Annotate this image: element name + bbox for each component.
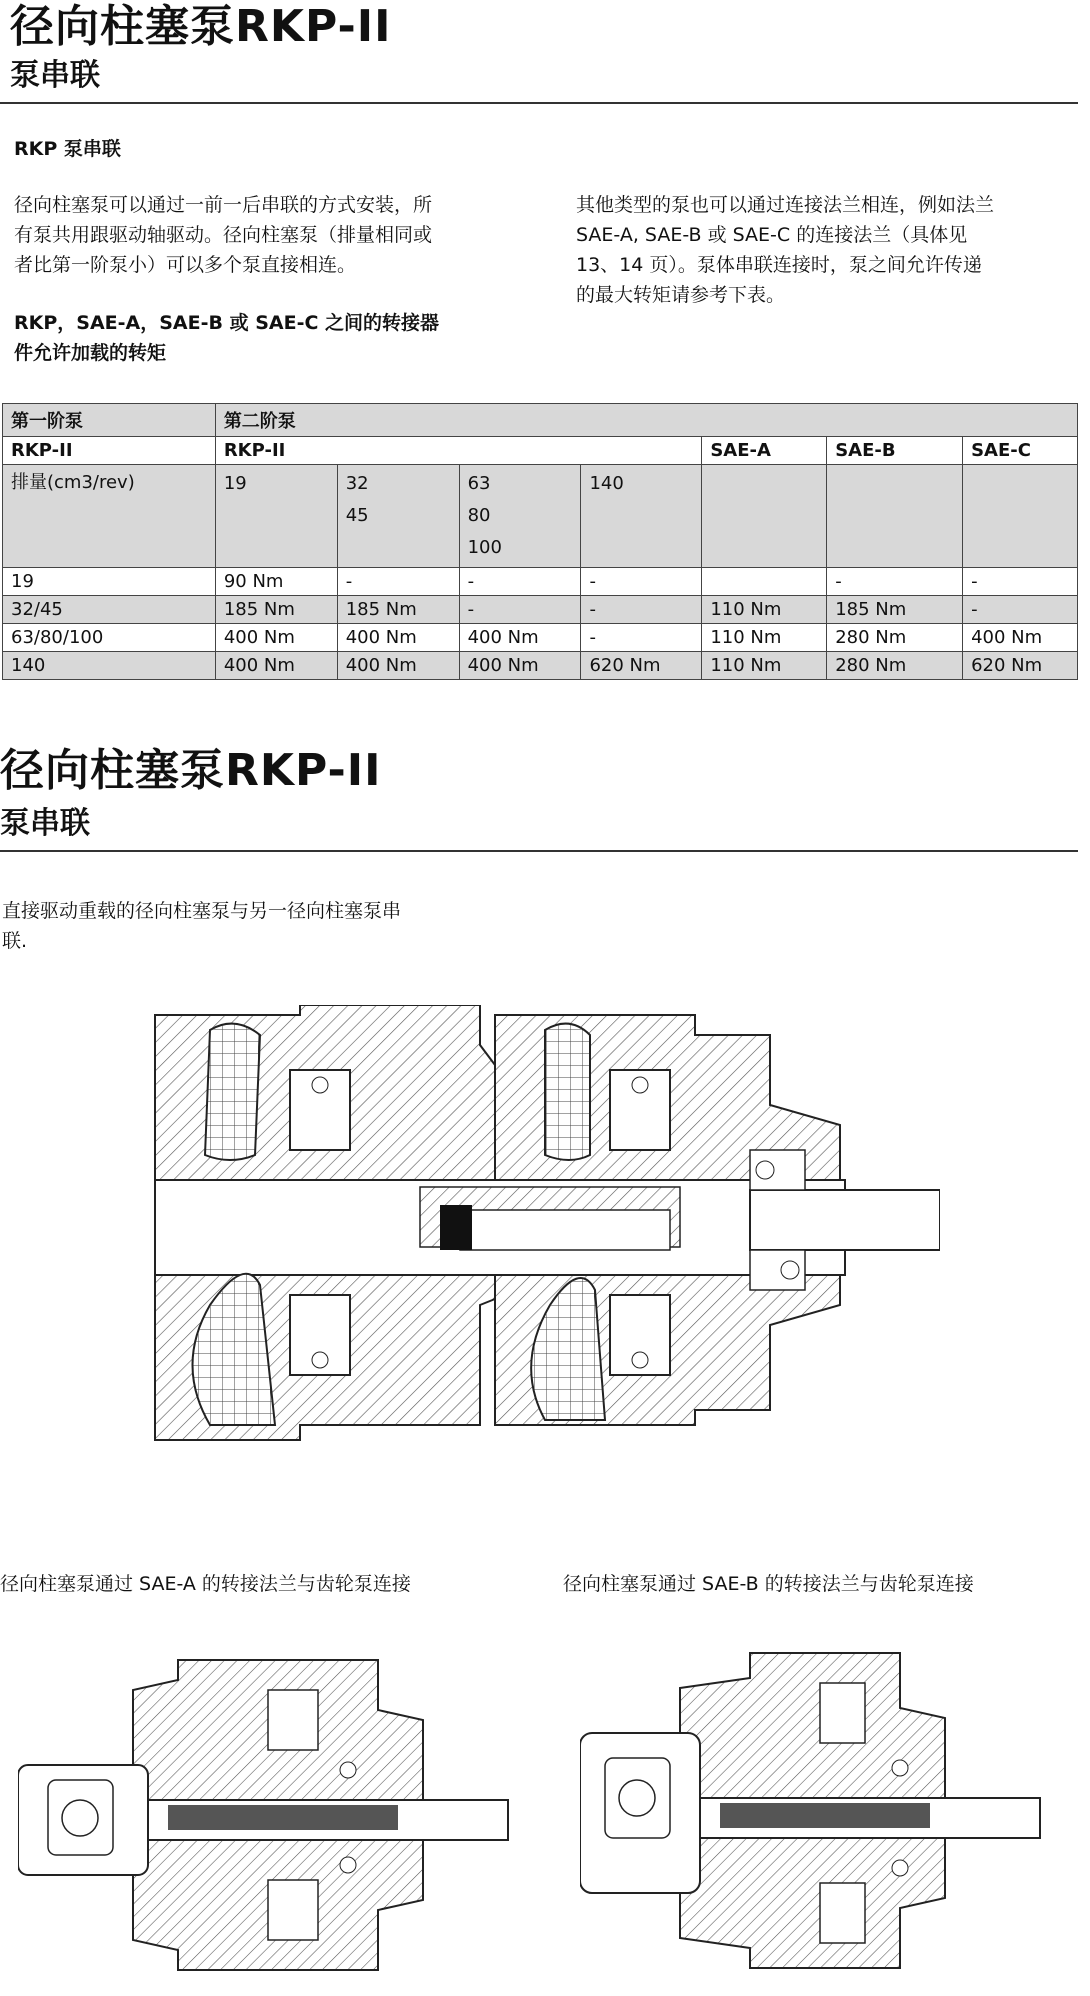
table-cell: 32 45 bbox=[337, 465, 459, 568]
table-cell: - bbox=[459, 596, 581, 624]
table-cell: 110 Nm bbox=[702, 596, 827, 624]
text-line: 其他类型的泵也可以通过连接法兰相连，例如法兰 bbox=[576, 194, 995, 216]
caption-sae-a: 径向柱塞泵通过 SAE-A 的转接法兰与齿轮泵连接 bbox=[0, 1573, 411, 1595]
table-cell: - bbox=[581, 568, 702, 596]
table-cell: 400 Nm bbox=[459, 652, 581, 680]
table-cell: 排量(cm3/rev) bbox=[3, 465, 216, 568]
torque-table bbox=[2, 403, 1078, 680]
tandem-pump-cross-section-drawing bbox=[150, 1005, 940, 1450]
caption-sae-b: 径向柱塞泵通过 SAE-B 的转接法兰与齿轮泵连接 bbox=[563, 1573, 974, 1595]
table-cell: - bbox=[827, 568, 963, 596]
table-cell: 400 Nm bbox=[215, 624, 337, 652]
text-line: SAE-A, SAE-B 或 SAE-C 的连接法兰（具体见 bbox=[576, 224, 968, 246]
table-cell: 400 Nm bbox=[337, 624, 459, 652]
table-row bbox=[3, 652, 1078, 680]
section2-subtitle: 泵串联 bbox=[0, 806, 90, 841]
text-line: 有泵共用跟驱动轴驱动。径向柱塞泵（排量相同或 bbox=[14, 224, 433, 246]
table-cell: 620 Nm bbox=[581, 652, 702, 680]
header-cell: RKP-II bbox=[215, 437, 702, 465]
table-row bbox=[3, 568, 1078, 596]
text-line: 径向柱塞泵可以通过一前一后串联的方式安装，所 bbox=[14, 194, 433, 216]
text-line: RKP，SAE-A，SAE-B 或 SAE-C 之间的转接器 bbox=[14, 312, 440, 334]
table-cell: 280 Nm bbox=[827, 652, 963, 680]
section2-paragraph bbox=[2, 896, 542, 956]
table-cell: 110 Nm bbox=[702, 624, 827, 652]
table-cell: - bbox=[963, 568, 1078, 596]
sae-a-adapter-cross-section-drawing bbox=[18, 1650, 538, 1990]
table-cell bbox=[827, 465, 963, 568]
group-second-stage: 第二阶泵 bbox=[215, 404, 1077, 437]
header-cell: RKP-II bbox=[3, 437, 216, 465]
table-cell bbox=[702, 465, 827, 568]
table-cell: - bbox=[963, 596, 1078, 624]
table-group-row bbox=[3, 404, 1078, 437]
title-divider bbox=[0, 102, 1078, 104]
page-title: 径向柱塞泵RKP-II bbox=[10, 1, 392, 52]
table-cell: 185 Nm bbox=[337, 596, 459, 624]
table-cell: - bbox=[459, 568, 581, 596]
section-heading: RKP 泵串联 bbox=[14, 138, 121, 160]
text-line: 13、14 页）。泵体串联连接时，泵之间允许传递 bbox=[576, 254, 982, 276]
table-cell: 620 Nm bbox=[963, 652, 1078, 680]
table-cell: 400 Nm bbox=[963, 624, 1078, 652]
table-cell: 185 Nm bbox=[827, 596, 963, 624]
table-cell: 400 Nm bbox=[459, 624, 581, 652]
text-line: 直接驱动重载的径向柱塞泵与另一径向柱塞泵串 bbox=[2, 900, 402, 922]
header-cell: SAE-A bbox=[702, 437, 827, 465]
table-cell: 63/80/100 bbox=[3, 624, 216, 652]
table-cell: 140 bbox=[3, 652, 216, 680]
section2-title: 径向柱塞泵RKP-II bbox=[0, 745, 382, 796]
table-cell: - bbox=[581, 624, 702, 652]
table-cell: 110 Nm bbox=[702, 652, 827, 680]
table-cell: - bbox=[581, 596, 702, 624]
text-line: 件允许加载的转矩 bbox=[14, 342, 167, 364]
page-subtitle: 泵串联 bbox=[10, 58, 100, 93]
table-cell bbox=[702, 568, 827, 596]
table-cell: 63 80 100 bbox=[459, 465, 581, 568]
table-cell bbox=[963, 465, 1078, 568]
table-cell: 140 bbox=[581, 465, 702, 568]
table-cell: 400 Nm bbox=[215, 652, 337, 680]
section2-divider bbox=[0, 850, 1078, 852]
text-line: 者比第一阶泵小）可以多个泵直接相连。 bbox=[14, 254, 357, 276]
table-cell: 90 Nm bbox=[215, 568, 337, 596]
text-line: 的最大转矩请参考下表。 bbox=[576, 284, 786, 306]
table-header-row bbox=[3, 437, 1078, 465]
table-cell: 280 Nm bbox=[827, 624, 963, 652]
table-cell: 32/45 bbox=[3, 596, 216, 624]
table-row bbox=[3, 596, 1078, 624]
table-cell: 185 Nm bbox=[215, 596, 337, 624]
group-first-stage: 第一阶泵 bbox=[3, 404, 216, 437]
header-cell: SAE-B bbox=[827, 437, 963, 465]
torque-heading bbox=[14, 308, 574, 368]
table-cell: 19 bbox=[215, 465, 337, 568]
table-row bbox=[3, 624, 1078, 652]
table-cell: 19 bbox=[3, 568, 216, 596]
table-cell: - bbox=[337, 568, 459, 596]
displacement-row bbox=[3, 465, 1078, 568]
text-line: 联. bbox=[2, 930, 28, 952]
right-paragraph bbox=[576, 190, 1076, 310]
sae-b-adapter-cross-section-drawing bbox=[580, 1648, 1060, 1988]
header-cell: SAE-C bbox=[963, 437, 1078, 465]
left-paragraph bbox=[14, 190, 554, 280]
table-cell: 400 Nm bbox=[337, 652, 459, 680]
